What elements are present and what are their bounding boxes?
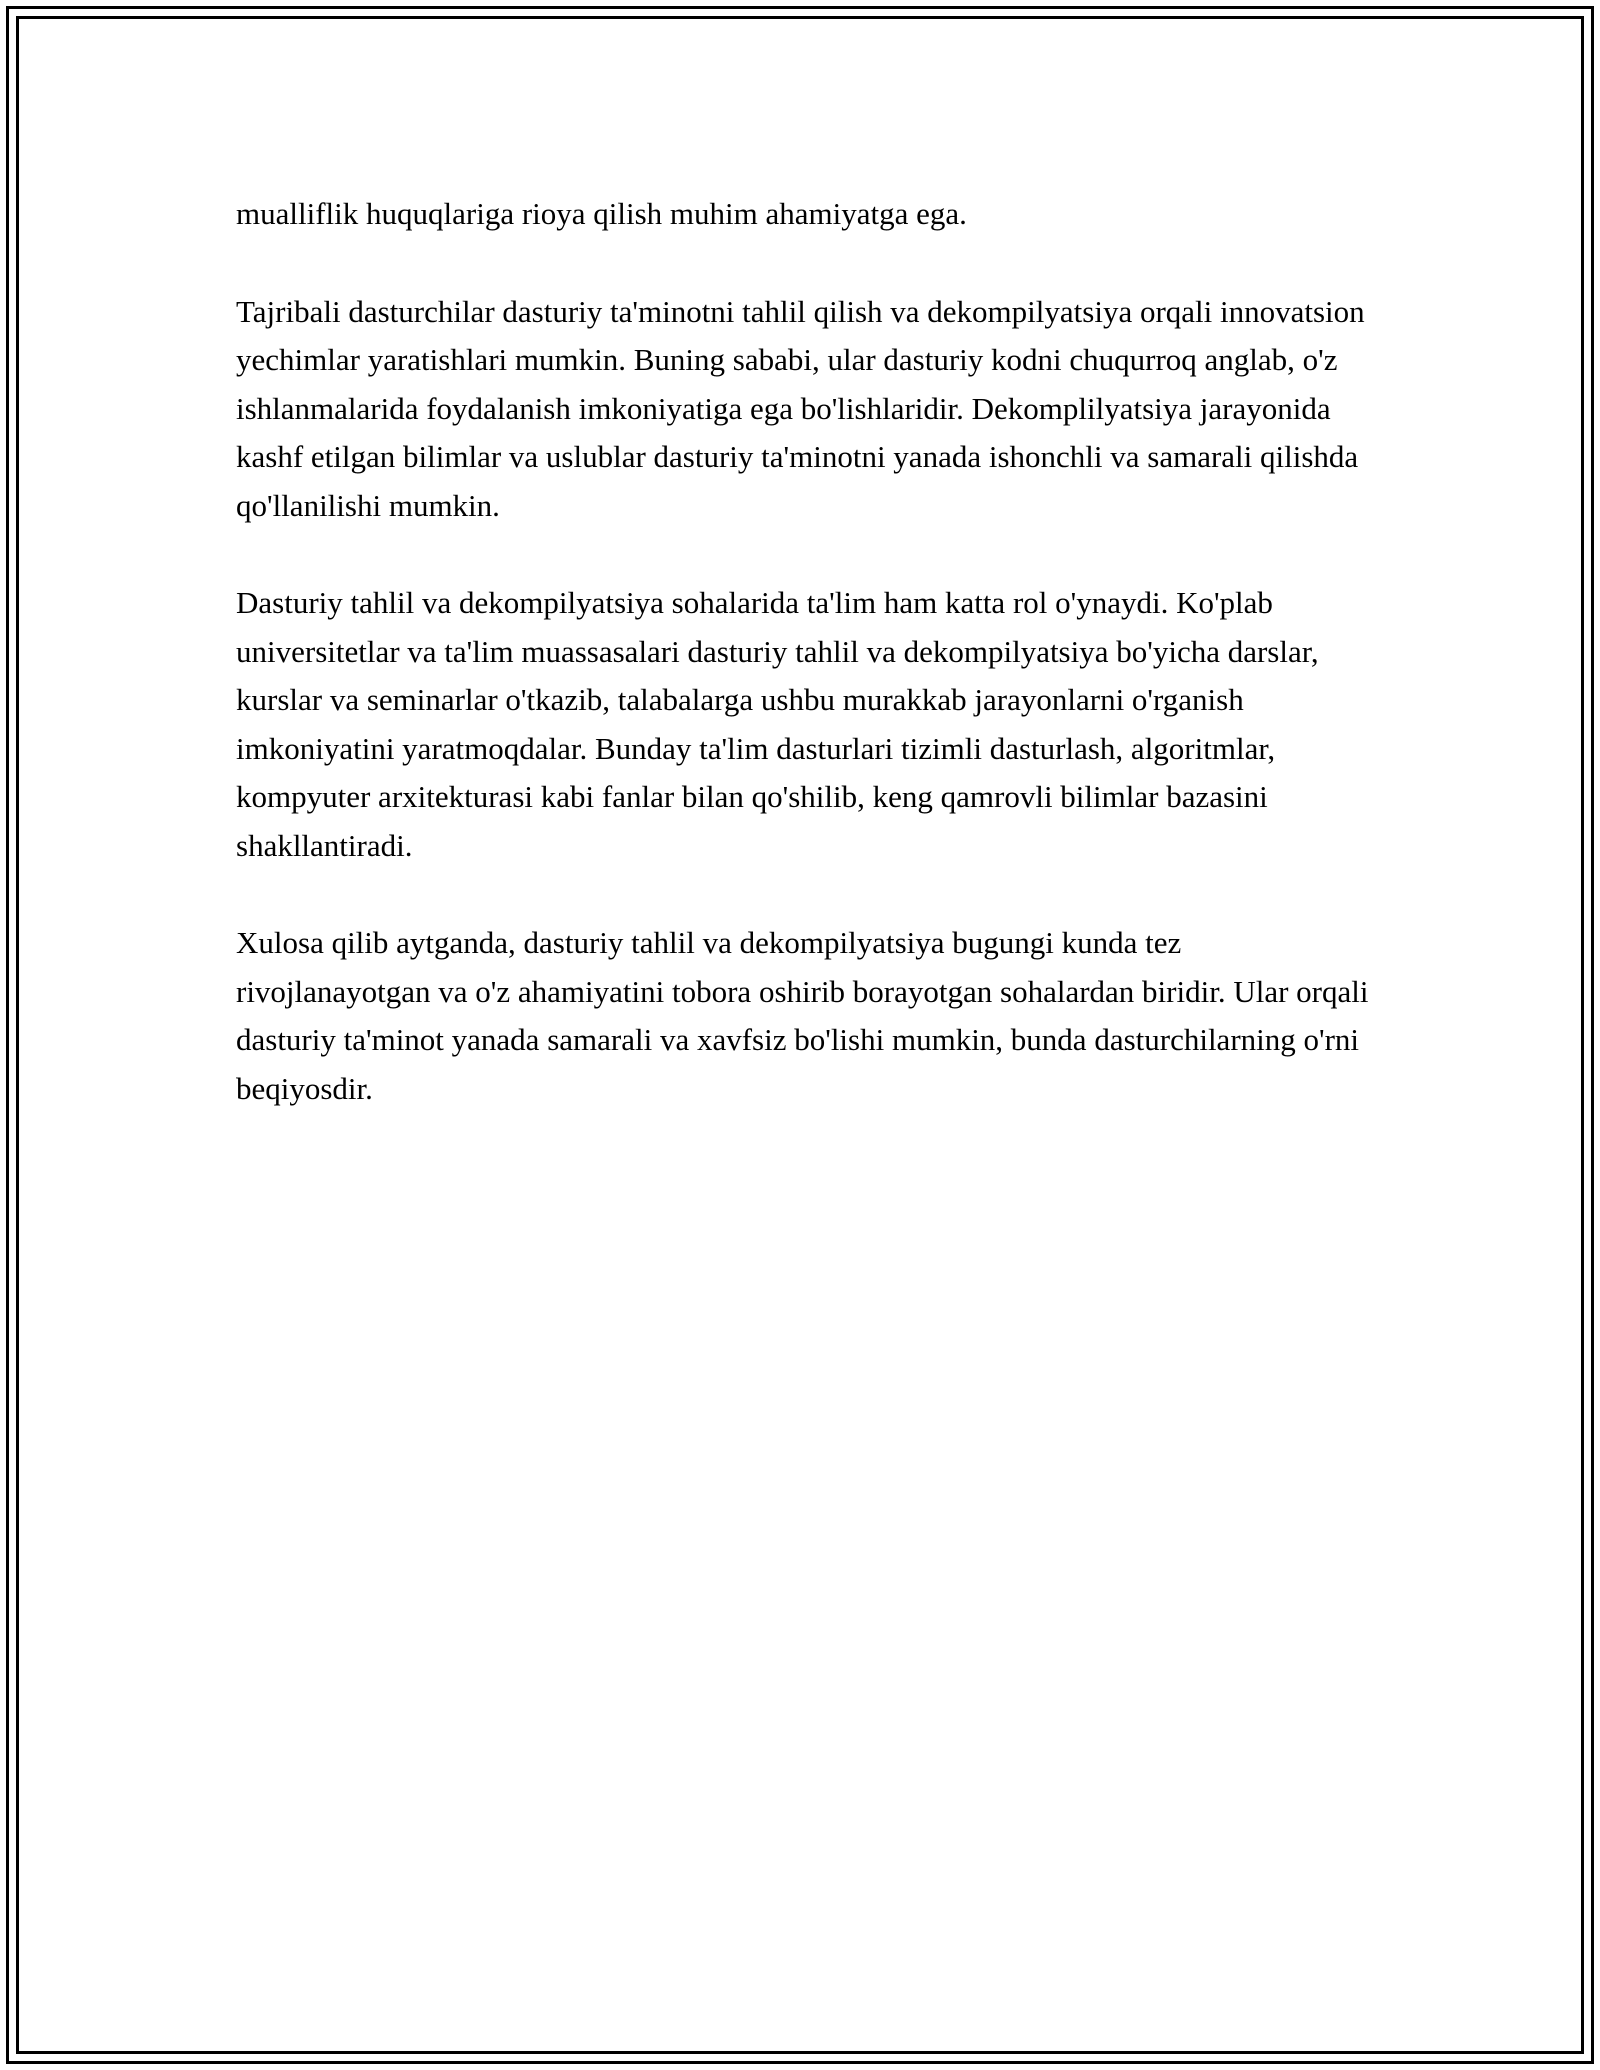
paragraph: Dasturiy tahlil va dekompilyatsiya sohalarida ta'lim ham katta rol o'ynaydi. Ko'plab universitetlar va ta'lim muassasalari dasturiy tahlil va dekompilyatsiya bo'yicha darslar, kurslar va seminarlar o'tkazib, talabalarga ushbu murakkab jarayonlarni o'rganish imkoniyatini yaratmoqdalar. Bunday ta'lim dasturlari tizimli dasturlash, algoritmlar, kompyuter arxitekturasi kabi fanlar bilan qo'shilib, keng qamrovli bilimlar bazasini shakllantiradi. xyxy=(236,585,1319,863)
paragraph: Tajribali dasturchilar dasturiy ta'minotni tahlil qilish va dekompilyatsiya orqali innovatsion yechimlar yaratishlari mumkin. Buning sababi, ular dasturiy kodni chuqurroq anglab, o'z ishlanmalarida foydalanish imkoniyatiga ega bo'lishlaridir. Dekomplilyatsiya jarayonida kashf etilgan bilimlar va uslublar dasturiy ta'minotni yanada ishonchli va samarali qilishda qo'llanilishi mumkin. xyxy=(236,293,1365,523)
document-body xyxy=(236,190,1376,1113)
paragraph: mualliflik huquqlariga rioya qilish muhim ahamiyatga ega. xyxy=(236,196,967,231)
paragraph: Xulosa qilib aytganda, dasturiy tahlil va dekompilyatsiya bugungi kunda tez rivojlanayotgan va o'z ahamiyatini tobora oshirib borayotgan sohalardan biridir. Ular orqali dasturiy ta'minot yanada samarali va xavfsiz bo'lishi mumkin, bunda dasturchilarning o'rni beqiyosdir. xyxy=(236,925,1369,1106)
